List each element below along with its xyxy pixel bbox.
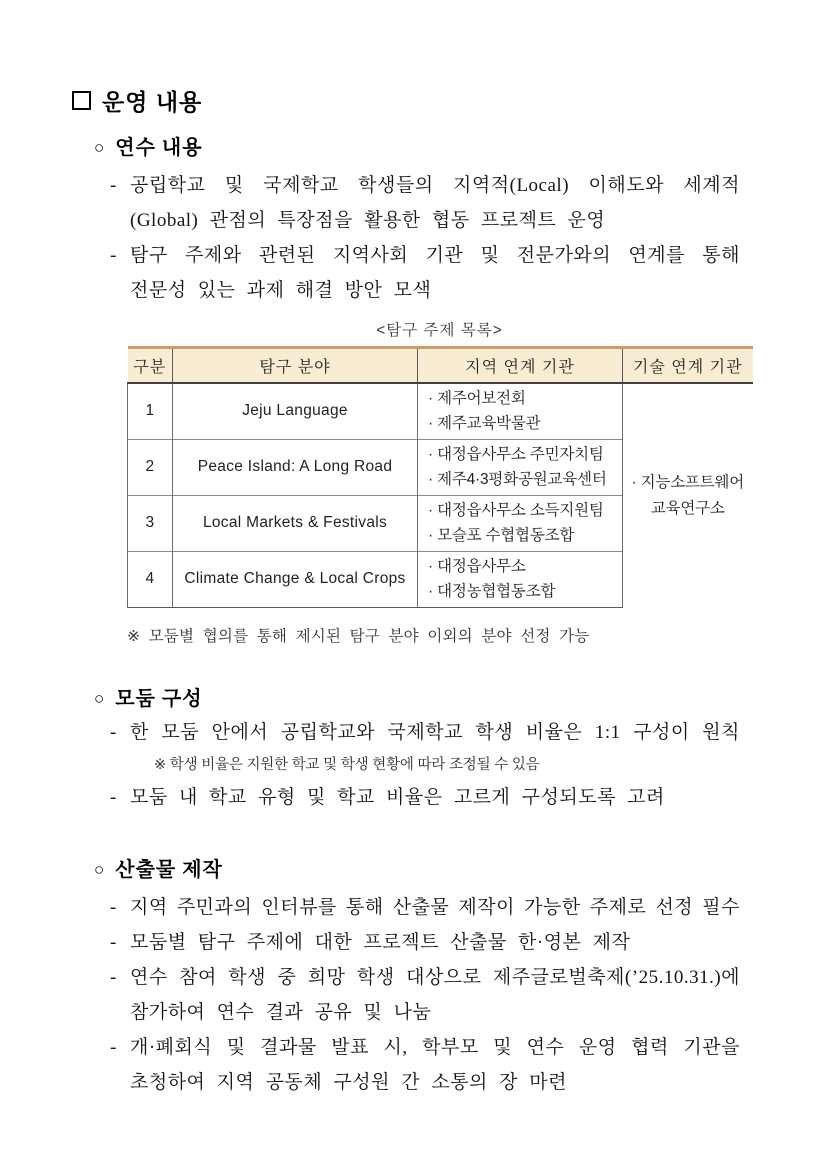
page-title-text: 운영 내용: [102, 89, 203, 115]
local-org-line: · 대정읍사무소 소득지원팀: [428, 502, 604, 519]
col-header-topic: 탐구 분야: [173, 348, 418, 384]
section-body: [72, 168, 740, 308]
section-body: [72, 890, 740, 1100]
dash-bullet-icon: -: [110, 896, 117, 918]
bullet-line: 공립학교 및 국제학교 학생들의 지역적(Local) 이해도와 세계적: [130, 175, 740, 196]
bullet-line: 모둠별 탐구 주제에 대한 프로젝트 산출물 한·영본 제작: [130, 931, 631, 953]
col-header-tech-org: 기술 연계 기관: [623, 348, 753, 384]
table-footnote-text: 모둠별 협의를 통해 제시된 탐구 분야 이외의 분야 선정 가능: [148, 627, 590, 645]
circle-bullet-icon: ○: [94, 688, 106, 708]
section-heading-text: 연수 내용: [115, 137, 203, 159]
reference-mark-icon: ※: [127, 627, 141, 645]
circle-bullet-icon: ○: [94, 859, 106, 879]
local-org-line: · 대정읍사무소: [428, 558, 526, 575]
table-caption: <탐구 주제 목록>: [376, 322, 503, 339]
row-number-cell: 1: [128, 383, 173, 439]
topic-cell: Local Markets & Festivals: [173, 495, 418, 551]
topic-cell: Jeju Language: [173, 383, 418, 439]
bullet-line: 지역 주민과의 인터뷰를 통해 산출물 제작이 가능한 주제로 선정 필수: [130, 896, 740, 918]
table-row: [128, 383, 753, 439]
local-org-cell: [418, 383, 623, 439]
dash-bullet-icon: -: [110, 175, 117, 196]
local-org-cell: [418, 439, 623, 495]
page-title: [72, 84, 770, 117]
section-heading-text: 산출물 제작: [115, 858, 223, 881]
dash-bullet-icon: -: [110, 245, 117, 266]
section-heading-training-content: [72, 131, 770, 160]
dash-bullet-icon: -: [110, 1036, 117, 1058]
bullet-line: 한 모둠 안에서 공립학교와 국제학교 학생 비율은 1:1 구성이 원칙: [130, 721, 740, 743]
topic-cell: Peace Island: A Long Road: [173, 439, 418, 495]
dash-bullet-icon: -: [110, 786, 117, 808]
section-heading-text: 모둠 구성: [115, 687, 203, 710]
local-org-line: · 제주어보전회: [428, 390, 526, 408]
bullet-item: [108, 1030, 740, 1100]
bullet-item: [108, 780, 740, 815]
section-heading-group-composition: [72, 682, 770, 711]
bullet-item: [108, 715, 740, 780]
local-org-cell: [418, 551, 623, 607]
dash-bullet-icon: -: [110, 721, 117, 743]
bullet-item: [108, 168, 740, 238]
sub-note: [130, 750, 740, 780]
local-org-line: · 대정농협협동조합: [428, 583, 556, 600]
square-bullet-icon: [72, 91, 91, 110]
bullet-line: 연수 참여 학생 중 희망 학생 대상으로 제주글로벌축제(’25.10.31.)에: [130, 966, 740, 988]
bullet-item: [108, 960, 740, 1030]
dash-bullet-icon: -: [110, 966, 117, 988]
bullet-item: [108, 890, 740, 925]
bullet-line: (Global) 관점의 특장점을 활용한 협동 프로젝트 운영: [130, 210, 606, 231]
topic-cell: Climate Change & Local Crops: [173, 551, 418, 607]
bullet-line: 전문성 있는 과제 해결 방안 모색: [130, 280, 432, 301]
local-org-line: · 모슬포 수협협동조합: [428, 527, 575, 544]
local-org-line: · 제주교육박물관: [428, 415, 541, 433]
bullet-item: [108, 238, 740, 308]
bullet-line: 개·폐회식 및 결과물 발표 시, 학부모 및 연수 운영 협력 기관을: [130, 1036, 740, 1058]
section-body: [72, 715, 740, 815]
bullet-line: 초청하여 지역 공동체 구성원 간 소통의 장 마련: [130, 1071, 567, 1093]
reference-mark-icon: ※: [154, 756, 166, 773]
bullet-line: 모둠 내 학교 유형 및 학교 비율은 고르게 구성되도록 고려: [130, 786, 665, 808]
table-header-row: [128, 348, 753, 384]
tech-org-cell: [623, 383, 753, 607]
row-number-cell: 2: [128, 439, 173, 495]
bullet-line: 탐구 주제와 관련된 지역사회 기관 및 전문가와의 연계를 통해: [130, 245, 740, 266]
row-number-cell: 4: [128, 551, 173, 607]
bullet-line: 참가하여 연수 결과 공유 및 나눔: [130, 1001, 432, 1023]
bullet-item: [108, 925, 740, 960]
local-org-line: · 제주4·3평화공원교육센터: [428, 471, 607, 488]
dash-bullet-icon: -: [110, 931, 117, 953]
table-footnote: [127, 624, 770, 646]
tech-org-line: 교육연구소: [650, 499, 725, 517]
tech-org-line: · 지능소프트웨어: [631, 473, 744, 491]
local-org-line: · 대정읍사무소 주민자치팀: [428, 446, 604, 463]
topic-table: [127, 346, 753, 608]
row-number-cell: 3: [128, 495, 173, 551]
local-org-cell: [418, 495, 623, 551]
sub-note-text: 학생 비율은 지원한 학교 및 학생 현황에 따라 조정될 수 있음: [169, 756, 540, 773]
circle-bullet-icon: ○: [94, 138, 106, 157]
section-heading-output-production: [72, 853, 770, 882]
col-header-no: 구분: [128, 348, 173, 384]
col-header-local-org: 지역 연계 기관: [418, 348, 623, 384]
